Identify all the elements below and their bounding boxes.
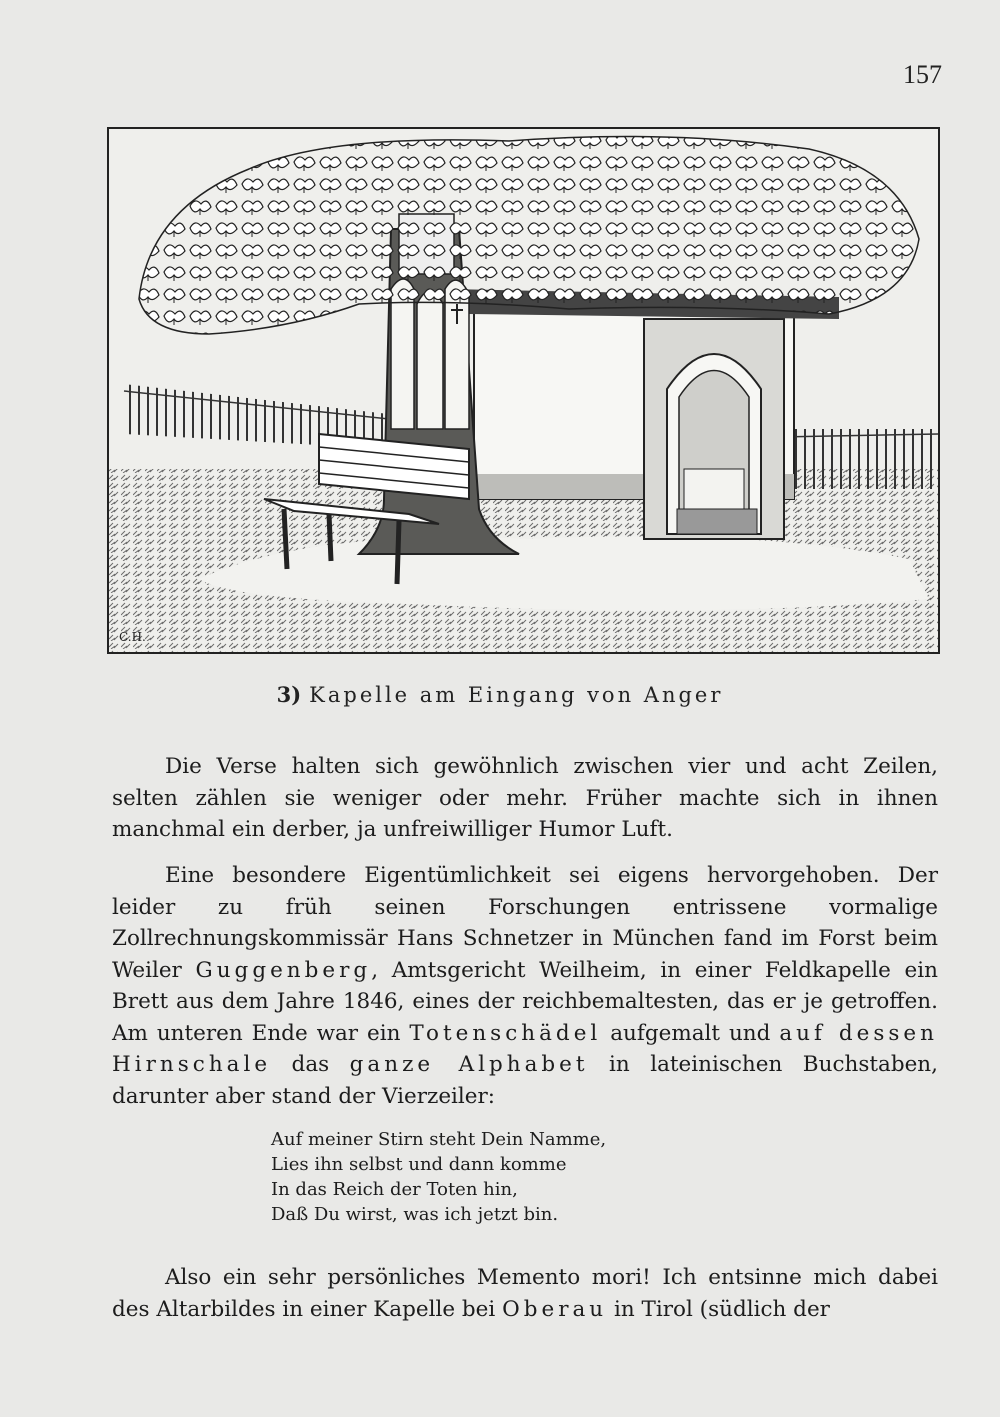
p3-spaced-1: Oberau <box>502 1296 608 1322</box>
verse-line: Lies ihn selbst und dann komme <box>271 1154 567 1175</box>
paragraph-3 <box>112 1262 938 1325</box>
p3-text-2: in Tirol (südlich der <box>607 1296 830 1322</box>
verse-line: Auf meiner Stirn steht Dein Namme, <box>271 1129 607 1150</box>
verse-line: In das Reich der Toten hin, <box>271 1179 518 1200</box>
p2-spaced-3: auf dessen Hirnschale <box>112 1020 938 1077</box>
artist-mark: C.H. <box>119 630 146 644</box>
tree-foliage <box>139 137 919 335</box>
paragraph-1: Die Verse halten sich gewöhnlich zwischen vier und acht Zeilen, selten zählen sie weniger oder mehr. Früher machte sich in ihnen manchmal ein derber, ja unfreiwilliger Humor Luft. <box>112 754 938 842</box>
illustration-chapel <box>107 127 940 654</box>
verse-line: Daß Du wirst, was ich jetzt bin. <box>271 1204 559 1225</box>
p3-text-1: Also ein sehr persönliches Memento mori! Ich entsinne mich dabei des Altarbildes in einer Kapelle bei <box>112 1265 938 1322</box>
verse-quatrain <box>271 1127 606 1227</box>
p2-spaced-2: Totenschädel <box>409 1020 602 1046</box>
page-number: 157 <box>903 60 942 89</box>
p2-text-4: das <box>271 1052 350 1077</box>
p2-text-5: in lateinischen Buchstaben, darunter aber stand der Vierzeiler: <box>112 1052 938 1109</box>
chapel-drawing <box>109 129 938 652</box>
p2-spaced-1: Guggenberg <box>195 957 372 983</box>
caption-text: Kapelle am Eingang von Anger <box>309 683 724 707</box>
figure-caption <box>0 682 1000 707</box>
paragraph-2 <box>112 860 938 1112</box>
p2-spaced-4: ganze Alphabet <box>349 1052 589 1077</box>
right-fence <box>779 429 938 489</box>
p2-text-1: Eine besondere Eigentümlichkeit sei eigens hervorgehoben. Der leider zu früh seinen Forschungen entrissene vormalige Zollrechnungskommissär Hans Schnetzer in München fand im Forst beim Weiler <box>112 863 938 983</box>
p2-text-3: aufgemalt und <box>601 1020 780 1046</box>
p2-text-2: , Amtsgericht Weilheim, in einer Feldkapelle ein Brett aus dem Jahre 1846, eines der reichbemaltesten, das er je getroffen. Am unteren Ende war ein <box>112 957 938 1046</box>
caption-number: 3) <box>276 682 302 707</box>
